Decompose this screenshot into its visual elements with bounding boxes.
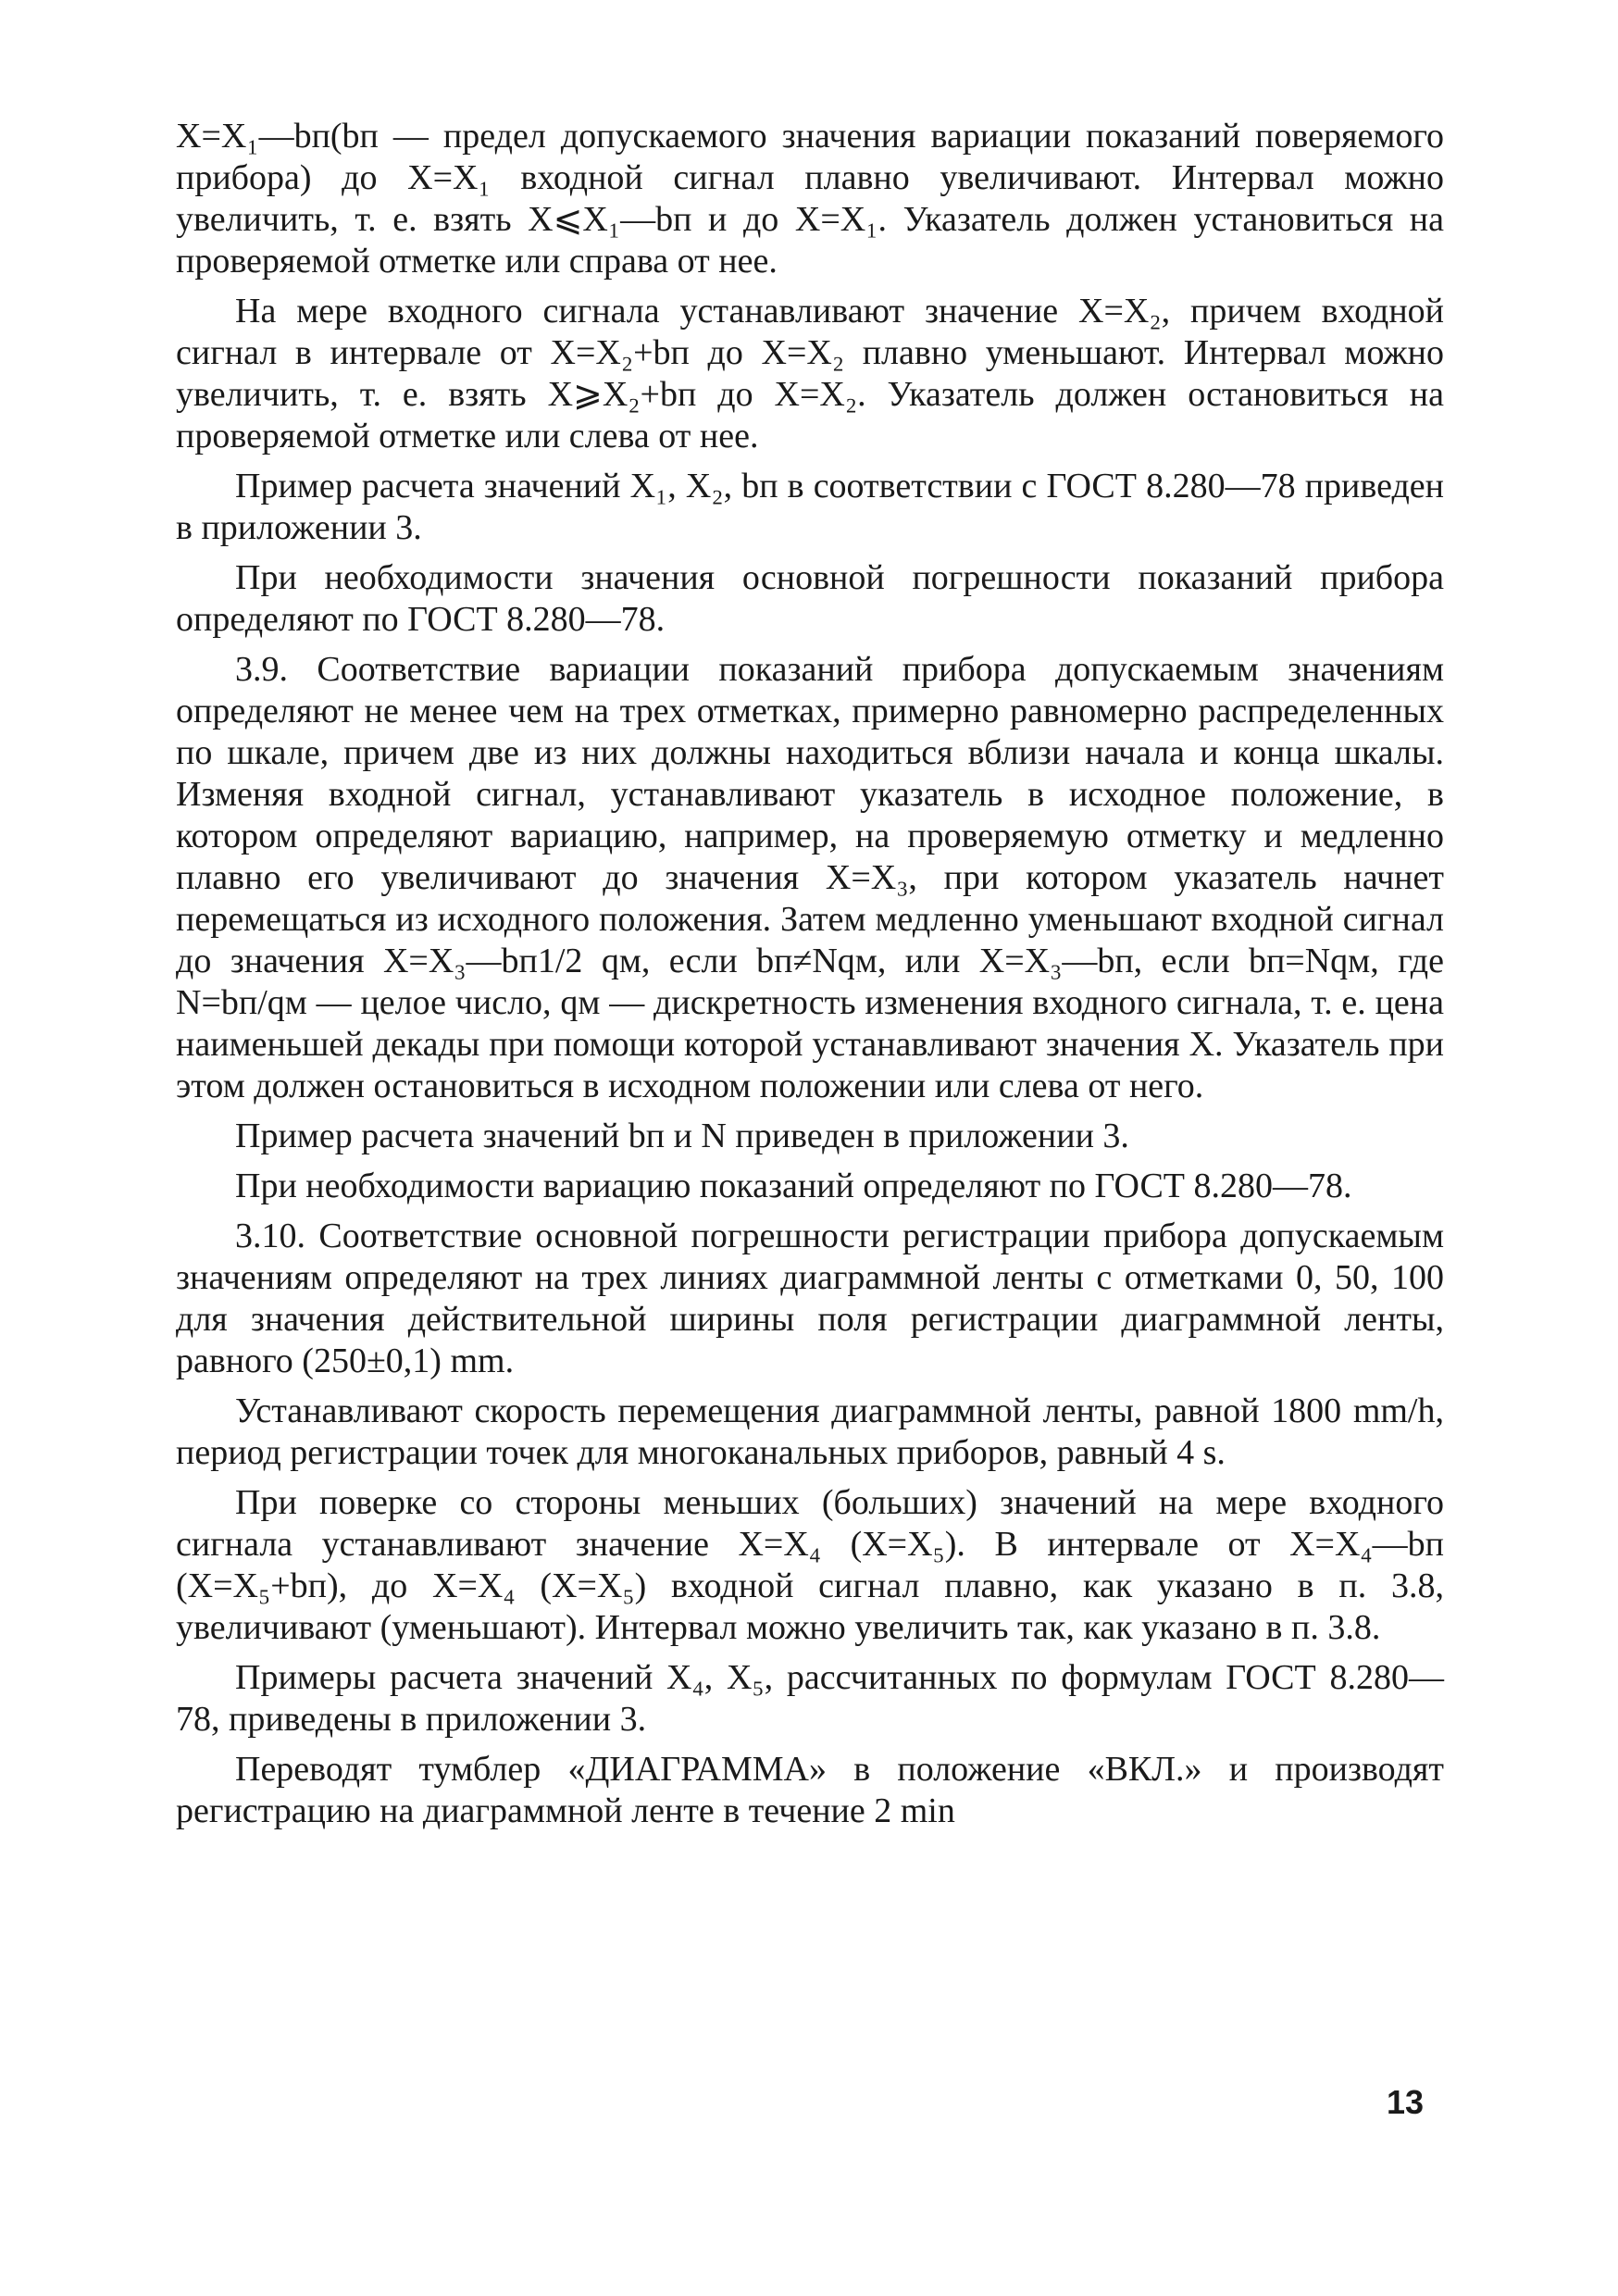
page-number: 13 [1387, 2083, 1425, 2121]
paragraph: Устанавливают скорость перемещения диаграммной ленты, равной 1800 mm/h, период регистрации точек для многоканальных приборов, равный 4 s. [176, 1391, 1444, 1472]
paragraph: При необходимости значения основной погрешности показаний прибора определяют по ГОСТ 8.280—78. [176, 558, 1444, 639]
paragraph: Примеры расчета значений X₄, X₅, рассчитанных по формулам ГОСТ 8.280—78, приведены в приложении 3. [176, 1658, 1444, 1739]
paragraph-section-3-10: 3.10. Соответствие основной погрешности регистрации прибора допускаемым значениям определяют на трех линиях диаграммной ленты с отметками 0, 50, 100 для значения действительной ширины поля регистрации диаграммной ленты, равного (250±0,1) mm. [176, 1217, 1444, 1380]
paragraph: При поверке со стороны меньших (больших) значений на мере входного сигнала устанавливают значение X=X₄ (X=X₅). В интервале от X=X₄—bп (X=X₅+bп), до X=X₄ (X=X₅) входной сигнал плавно, как указано в п. 3.8, увеличивают (уменьшают). Интервал можно увеличить так, как указано в п. 3.8. [176, 1483, 1444, 1647]
paragraph: При необходимости вариацию показаний определяют по ГОСТ 8.280—78. [235, 1167, 1352, 1205]
paragraph-section-3-9: 3.9. Соответствие вариации показаний прибора допускаемым значениям определяют не менее чем на трех отметках, примерно равномерно распределенных по шкале, причем две из них должны находиться вблизи начала и конца шкалы. Изменяя входной сигнал, устанавливают указатель в исходное положение, в котором определяют вариацию, например, на проверяемую отметку и медленно плавно его увеличивают до значения X=X₃, при котором указатель начнет перемещаться из исходного положения. Затем медленно уменьшают входной сигнал до значения X=X₃—bп1/2 qм, если bп≠Nqм, или X=X₃—bп, если bп=Nqм, где N=bп/qм — целое число, qм — дискретность изменения входного сигнала, т. е. цена наименьшей декады при помощи которой устанавливают значения X. Указатель при этом должен остановиться в исходном положении или слева от него. [176, 650, 1444, 1105]
paragraph: Пример расчета значений bп и N приведен в приложении 3. [235, 1117, 1129, 1155]
paragraph: Пример расчета значений X₁, X₂, bп в соответствии с ГОСТ 8.280—78 приведен в приложении 3. [176, 467, 1444, 547]
paragraph: На мере входного сигнала устанавливают значение X=X₂, причем входной сигнал в интервале от X=X₂+bп до X=X₂ плавно уменьшают. Интервал можно увеличить, т. е. взять X⩾X₂+bп до X=X₂. Указатель должен остановиться на проверяемой отметке или слева от нее. [176, 292, 1444, 455]
paragraph-continuation: X=X₁—bп(bп — предел допускаемого значения вариации показаний поверяемого прибора) до X=X₁ входной сигнал плавно увеличивают. Интервал можно увеличить, т. е. взять X⩽X₁—bп и до X=X₁. Указатель должен установиться на проверяемой отметке или справа от нее. [176, 117, 1444, 281]
body-text [176, 116, 1444, 1841]
paragraph: Переводят тумблер «ДИАГРАММА» в положение «ВКЛ.» и производят регистрацию на диаграммной ленте в течение 2 min [176, 1750, 1444, 1830]
